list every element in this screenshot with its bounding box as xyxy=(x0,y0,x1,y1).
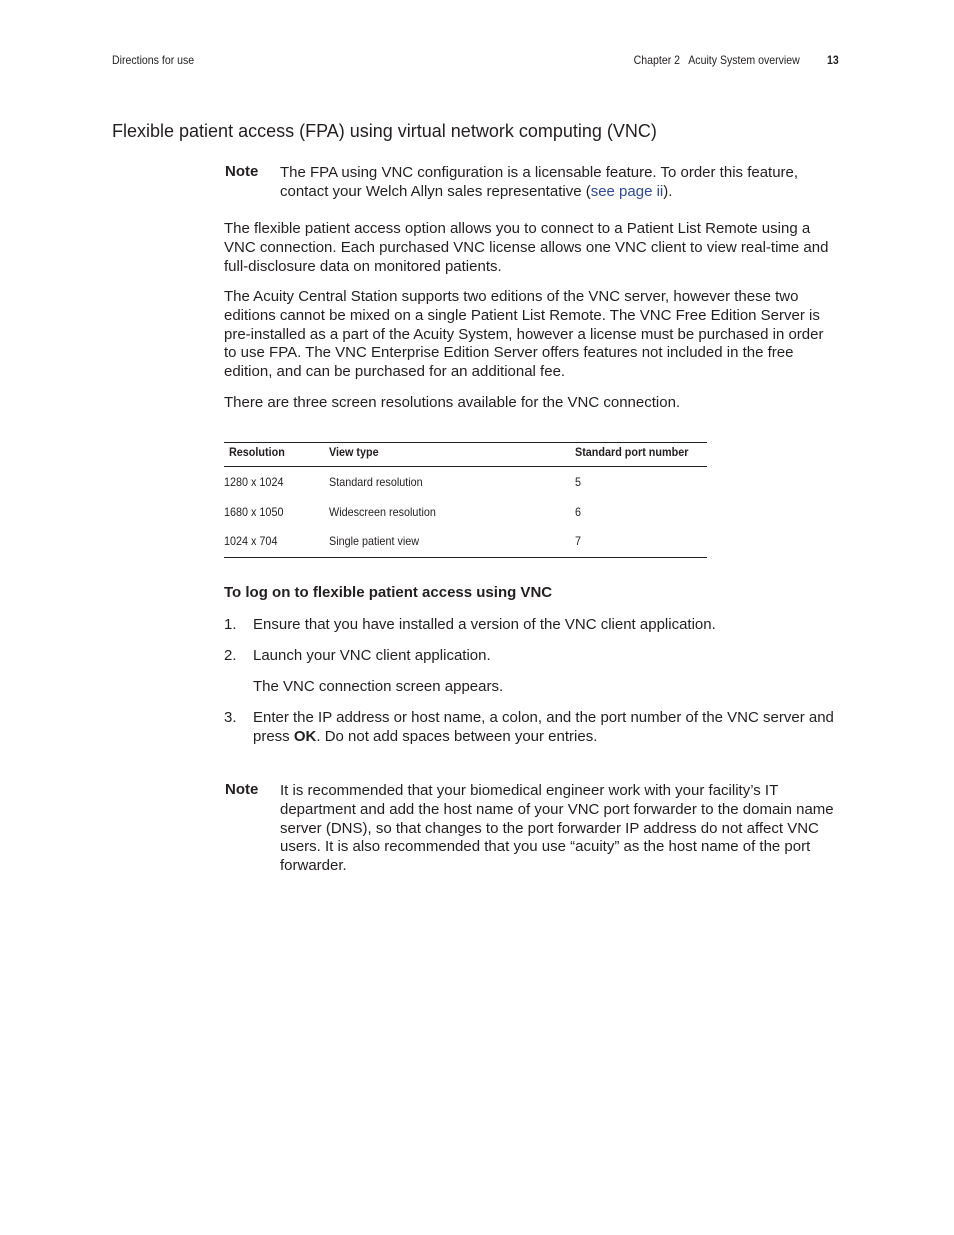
cell-port: 7 xyxy=(575,534,582,548)
section-label: Acuity System overview xyxy=(688,53,800,67)
step-text: Ensure that you have installed a version of the VNC client application. xyxy=(253,616,716,633)
editions-paragraph: The Acuity Central Station supports two editions of the VNC server, however these two editions cannot be mixed on a single Patient List Remote. The VNC Free Edition Server is pre-installed as a part of the Acuity System, however a license must be purchased in order to use FPA. The VNC Enterprise Edition Server offers features not included in the free edition, and can be purchased for an additional fee. xyxy=(224,288,824,381)
resolution-table xyxy=(224,442,707,564)
table-row xyxy=(224,534,707,564)
running-header-chapter xyxy=(634,53,800,67)
cell-resolution: 1680 x 1050 xyxy=(224,504,284,519)
step-number: 1. xyxy=(224,616,237,633)
procedure-title: To log on to flexible patient access using VNC xyxy=(224,584,553,601)
see-page-link[interactable]: see page ii xyxy=(590,182,664,200)
note-label: Note xyxy=(225,781,259,798)
cell-resolution: 1024 x 704 xyxy=(224,534,278,548)
cell-view-type: Widescreen resolution xyxy=(329,504,436,519)
step-result-text: The VNC connection screen appears. xyxy=(253,678,504,695)
intro-paragraph: The flexible patient access option allows you to connect to a Patient List Remote using a VNC connection. Each purchased VNC license allows one VNC client to view real-time and full-disclosure data on monitored patients. xyxy=(224,220,829,275)
page-number: 13 xyxy=(827,53,839,67)
header-resolution: Resolution xyxy=(224,443,329,467)
section-title: Flexible patient access (FPA) using virtual network computing (VNC) xyxy=(112,121,657,141)
cell-view-type: Standard resolution xyxy=(329,475,423,489)
table-bottom-rule xyxy=(224,557,707,558)
cell-view-type: Single patient view xyxy=(329,534,420,548)
table-header-row xyxy=(224,443,707,467)
step-text: Enter the IP address or host name, a colon, and the port number of the VNC server and press OK. Do not add spaces between your entries. xyxy=(253,709,834,745)
note-label: Note xyxy=(225,163,259,180)
cell-port: 6 xyxy=(575,504,582,519)
step-number: 2. xyxy=(224,647,237,664)
table-row xyxy=(224,505,707,535)
resolutions-paragraph: There are three screen resolutions available for the VNC connection. xyxy=(224,394,681,411)
header-port-number: Standard port number xyxy=(575,443,707,467)
cell-port: 5 xyxy=(575,475,582,489)
note-text: It is recommended that your biomedical engineer work with your facility’s IT department and add the host name of your VNC port forwarder to the domain name server (DNS), so that changes to the port forwarder IP address do not affect VNC users. It is also recommended that you use “acuity” as the host name of the port forwarder. xyxy=(280,782,834,875)
cell-resolution: 1280 x 1024 xyxy=(224,475,284,489)
header-view-type: View type xyxy=(329,443,575,467)
table-row xyxy=(224,475,707,505)
step-text: Launch your VNC client application. xyxy=(253,647,491,664)
note-text: The FPA using VNC configuration is a licensable feature. To order this feature, contact your Welch Allyn sales representative (see page ii). xyxy=(280,164,799,200)
running-header-left: Directions for use xyxy=(112,53,195,67)
ok-bold: OK xyxy=(293,727,317,745)
chapter-label: Chapter 2 xyxy=(633,53,681,67)
step-number: 3. xyxy=(224,709,237,726)
